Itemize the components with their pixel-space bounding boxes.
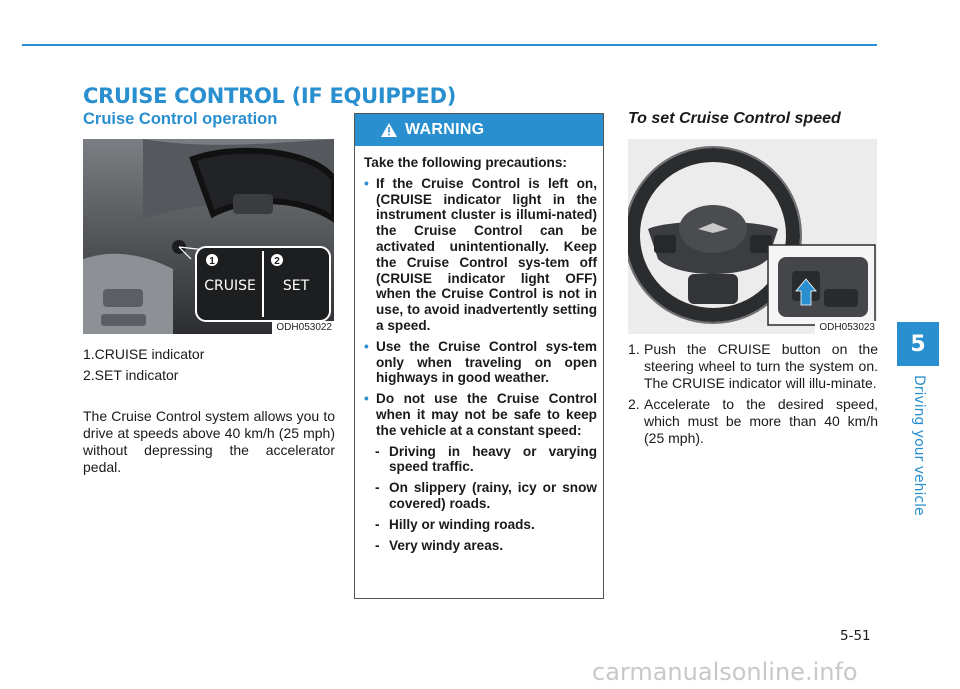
warning-sub-item: - On slippery (rainy, icy or snow covered) roads.	[375, 480, 597, 511]
warning-body	[355, 146, 603, 553]
step-item	[628, 396, 878, 447]
warning-sub-item-text: Hilly or winding roads.	[389, 516, 535, 532]
set-speed-heading: To set Cruise Control speed	[628, 110, 841, 127]
steering-wheel-illustration	[628, 139, 877, 334]
warning-item-text: Do not use the Cruise Control when it may not be safe to keep the vehicle at a constant speed:	[376, 391, 597, 438]
chapter-tab: 5	[897, 322, 939, 366]
caption-item: 2.SET indicator	[83, 367, 179, 383]
caption-list	[83, 345, 335, 387]
bullet-icon: •	[364, 338, 369, 354]
warning-icon	[381, 123, 397, 137]
steering-wheel-photo	[628, 139, 877, 334]
image-code: ODH053023	[815, 321, 877, 334]
set-label: SET	[282, 278, 310, 294]
warning-title: WARNING	[405, 121, 485, 138]
warning-sub-item: - Driving in heavy or varying speed traffic.	[375, 443, 597, 475]
warning-item	[364, 391, 597, 438]
chapter-name: Driving your vehicle	[911, 375, 927, 516]
step-item	[628, 341, 878, 392]
warning-intro: Take the following precautions:	[364, 155, 567, 170]
cruise-indicator-photo	[83, 139, 334, 334]
section-title: CRUISE CONTROL (IF EQUIPPED)	[83, 84, 456, 108]
warning-sub-item-text: Very windy areas.	[389, 537, 504, 553]
warning-header	[355, 114, 603, 146]
step-number: 2.	[628, 396, 640, 412]
step-number: 1.	[628, 341, 640, 357]
steps-list	[628, 341, 878, 451]
image-code: ODH053022	[272, 321, 334, 334]
step-text: Accelerate to the desired speed, which must be more than 40 km/h (25 mph).	[644, 396, 878, 446]
warning-sub-item-text: Driving in heavy or varying speed traffic.	[389, 443, 597, 475]
cruise-label: CRUISE	[204, 278, 256, 294]
warning-item	[364, 176, 597, 334]
dashboard-illustration	[83, 139, 334, 334]
bullet-icon: •	[364, 175, 369, 191]
warning-item-text: Use the Cruise Control sys-tem only when traveling on open highways in good weather.	[376, 338, 597, 386]
warning-box	[354, 113, 604, 599]
callout-2: 2	[274, 256, 280, 267]
body-text: The Cruise Control system allows you to drive at speeds above 40 km/h (25 mph) without depressing the accelerator pedal.	[83, 408, 335, 475]
warning-sub-item-text: On slippery (rainy, icy or snow covered) roads.	[389, 480, 597, 511]
top-rule	[22, 44, 877, 46]
caption-item: 1.CRUISE indicator	[83, 346, 205, 362]
callout-1: 1	[209, 256, 215, 267]
page-number: 5-51	[840, 628, 871, 644]
sub-heading: Cruise Control operation	[83, 110, 278, 128]
warning-item-text: If the Cruise Control is left on, (CRUISE indicator light in the instrument cluster is illumi-nated) the Cruise Control can be activated unintentionally. Keep the Cruise Control sys-tem off (CRUISE indicator light OFF) when the Cruise Control is not in use, to avoid inadvertently setting a speed.	[376, 175, 597, 333]
bullet-icon: •	[364, 391, 369, 407]
warning-sub-item: - Hilly or winding roads.	[375, 516, 535, 532]
step-text: Push the CRUISE button on the steering wheel to turn the system on. The CRUISE indicator will illu-minate.	[644, 341, 878, 391]
warning-sub-item: - Very windy areas.	[375, 537, 504, 553]
warning-item	[364, 339, 597, 386]
warning-sub-list	[364, 444, 597, 554]
watermark: carmanualsonline.info	[592, 658, 858, 686]
